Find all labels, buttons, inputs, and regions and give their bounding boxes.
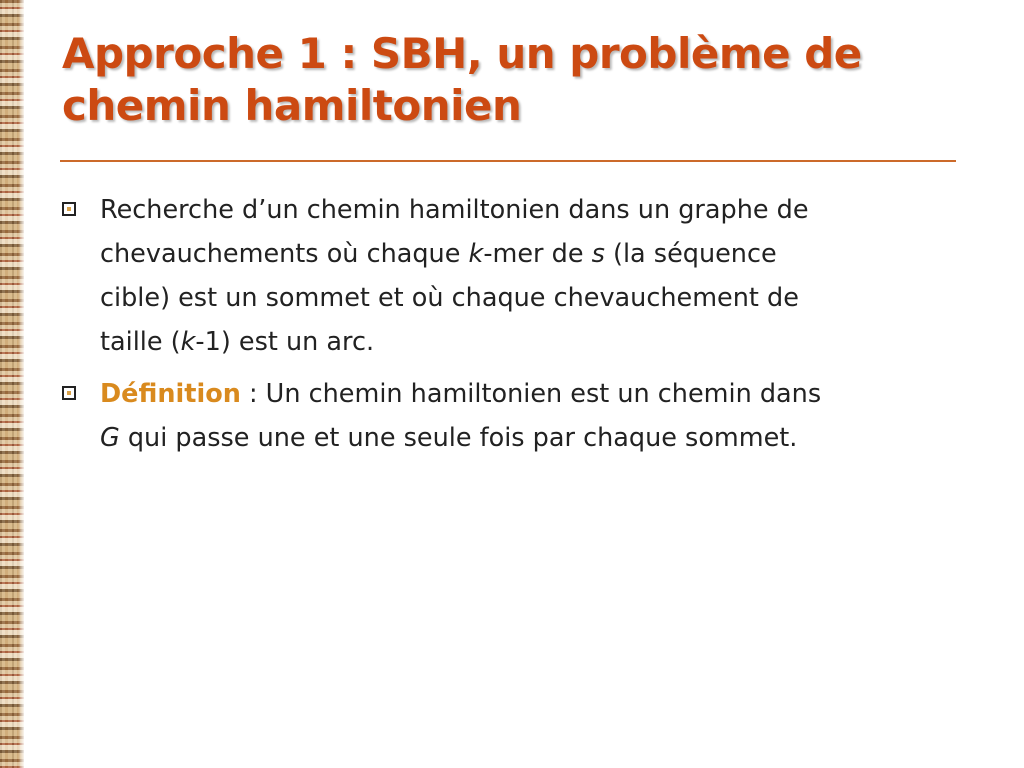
bullet-2-line-2: G qui passe une et une seule fois par chaque sommet. (100, 423, 798, 453)
slide-title-line-1: Approche 1 : SBH, un problème de (62, 29, 862, 78)
bullet-1-line-4: taille (k-1) est un arc. (100, 327, 375, 357)
decorative-left-strip (0, 0, 24, 768)
bullet-item-hamiltonian-search (62, 188, 962, 364)
square-bullet-icon (62, 386, 76, 400)
slide-title-line-2: chemin hamiltonien (62, 81, 522, 130)
s-variable: s (591, 239, 605, 269)
k-variable: k (468, 239, 484, 269)
bullet-item-definition (62, 372, 962, 460)
definition-term: Définition (100, 379, 241, 409)
k-variable: k (180, 327, 196, 357)
square-bullet-icon (62, 202, 76, 216)
title-divider (60, 160, 956, 162)
slide-title (62, 28, 982, 132)
bullet-1-line-1: Recherche d’un chemin hamiltonien dans un graphe de (100, 195, 809, 225)
bullet-1-line-3: cible) est un sommet et où chaque chevauchement de (100, 283, 799, 313)
slide-body (62, 188, 962, 468)
bullet-1-line-2: chevauchements où chaque k-mer de s (la séquence (100, 239, 777, 269)
bullet-2-line-1: Définition : Un chemin hamiltonien est un chemin dans (100, 379, 822, 409)
g-variable: G (100, 423, 120, 453)
